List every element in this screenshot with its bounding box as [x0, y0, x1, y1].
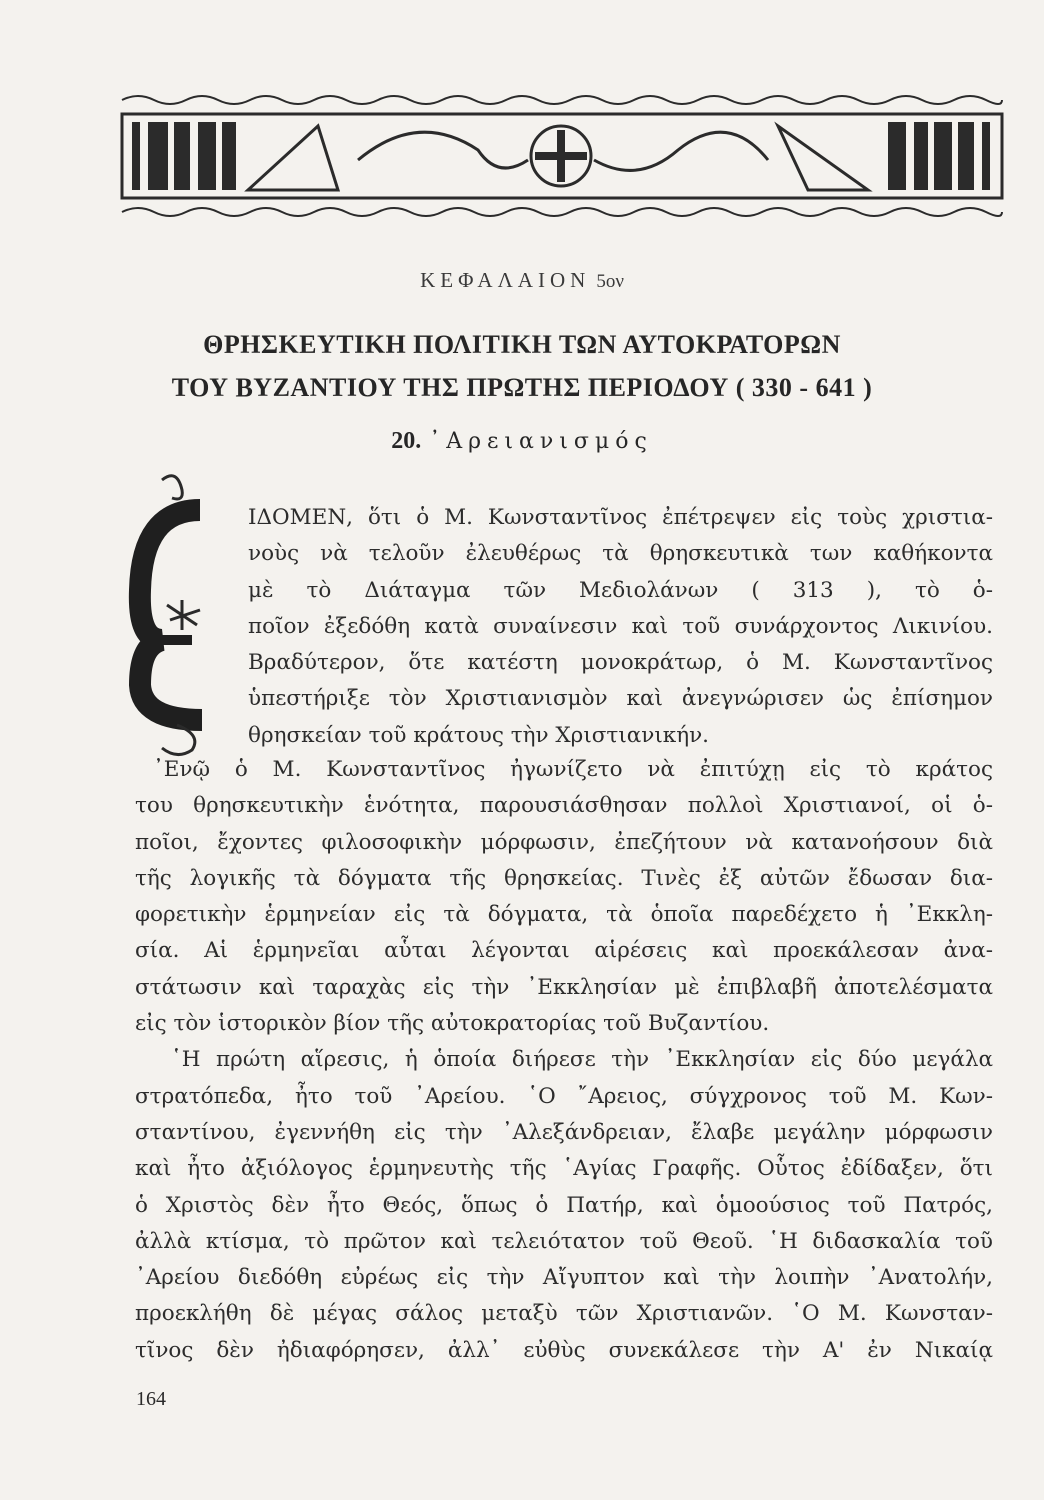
chapter-label	[0, 268, 1044, 293]
text-line: προεκλήθη δὲ μέγας σάλος μεταξὺ τῶν Χριστιανῶν. ῾Ο Μ. Κωνσταν-	[135, 1301, 993, 1327]
text-line: εἰς τὸν ἱστορικὸν βίον τῆς αὐτοκρατορίας τοῦ Βυζαντίου.	[135, 1011, 770, 1037]
text-line: στάτωσιν καὶ ταραχὰς εἰς τὴν ᾿Εκκλησίαν μὲ ἐπιβλαβῆ ἀποτελέσματα	[135, 974, 993, 1000]
section-title: ᾿Αρειανισμός	[429, 429, 653, 454]
section-number: 20.	[391, 428, 422, 454]
title-line-1: ΘΡΗΣΚΕΥΤΙΚΗ ΠΟΛΙΤΙΚΗ ΤΩΝ ΑΥΤΟΚΡΑΤΟΡΩΝ	[203, 330, 841, 359]
text-line: τῖνος δὲν ἠδιαφόρησεν, ἀλλ᾿ εὐθὺς συνεκάλεσε τὴν Α' ἐν Νικαίᾳ	[135, 1337, 993, 1363]
text-line: ποῖοι, ἔχοντες φιλοσοφικὴν μόρφωσιν, ἐπεζήτουν νὰ κατανοήσουν διὰ	[135, 829, 993, 855]
text-line: σία. Αἱ ἑρμηνεῖαι αὗται λέγονται αἱρέσεις καὶ προεκάλεσαν ἀνα-	[135, 938, 993, 964]
text-line: τῆς λογικῆς τὰ δόγματα τῆς θρησκείας. Τινὲς ἐξ αὐτῶν ἔδωσαν δια-	[135, 865, 993, 891]
section-heading	[0, 428, 1044, 455]
page-number: 164	[136, 1388, 166, 1410]
text-line: ὁ Χριστὸς δὲν ἦτο Θεός, ὅπως ὁ Πατήρ, καὶ ὁμοούσιος τοῦ Πατρός,	[135, 1192, 993, 1218]
text-line: ΙΔΟΜΕΝ, ὅτι ὁ Μ. Κωνσταντῖνος ἐπέτρεψεν εἰς τοὺς χριστια-	[248, 505, 993, 530]
text-line: ᾿Ενῷ ὁ Μ. Κωνσταντῖνος ἠγωνίζετο νὰ ἐπιτύχῃ εἰς τὸ κράτος	[153, 757, 993, 782]
text-line: ᾿Αρείου διεδόθη εὐρέως εἰς τὴν Αἴγυπτον καὶ τὴν λοιπὴν ᾿Ανατολήν,	[135, 1265, 993, 1291]
chapter-number: 5ον	[596, 271, 624, 292]
text-line: νοὺς νὰ τελοῦν ἐλευθέρως τὰ θρησκευτικὰ των καθήκοντα	[248, 541, 993, 567]
text-line: του θρησκευτικὴν ἑνότητα, παρουσιάσθησαν πολλοὶ Χριστιανοί, οἱ ὁ-	[135, 793, 993, 819]
text-line: καὶ ἦτο ἀξιόλογος ἑρμηνευτὴς τῆς ῾Αγίας Γραφῆς. Οὗτος ἐδίδαξεν, ὅτι	[135, 1156, 993, 1182]
chapter-word: ΚΕΦΑΛΑΙΟΝ	[420, 268, 591, 292]
text-line: Βραδύτερον, ὅτε κατέστη μονοκράτωρ, ὁ Μ. Κωνσταντῖνος	[248, 650, 993, 676]
text-line: ἀλλὰ κτίσμα, τὸ πρῶτον καὶ τελειότατον τοῦ Θεοῦ. ῾Η διδασκαλία τοῦ	[135, 1228, 993, 1254]
text-line: σταντίνου, ἐγεννήθη εἰς τὴν ᾿Αλεξάνδρειαν, ἔλαβε μεγάλην μόρφωσιν	[135, 1119, 993, 1145]
title-line-2: ΤΟΥ ΒΥΖΑΝΤΙΟΥ ΤΗΣ ΠΡΩΤΗΣ ΠΕΡΙΟΔΟΥ ( 330 - 641 )	[171, 373, 873, 402]
decorative-header-ornament	[118, 90, 1006, 222]
intro-paragraph	[248, 500, 993, 754]
text-line: μὲ τὸ Διάταγμα τῶν Μεδιολάνων ( 313 ), τὸ ὁ-	[248, 577, 993, 603]
body-text	[135, 752, 993, 1369]
text-line: φορετικὴν ἑρμηνείαν εἰς τὰ δόγματα, τὰ ὁποῖα παρεδέχετο ἡ ᾿Εκκλη-	[135, 902, 993, 928]
text-line: ῾Η πρώτη αἵρεσις, ἡ ὁποία διήρεσε τὴν ᾿Εκκλησίαν εἰς δύο μεγάλα	[171, 1047, 993, 1073]
text-line: στρατόπεδα, ἦτο τοῦ ᾿Αρείου. ῾Ο ῎Αρειος, σύγχρονος τοῦ Μ. Κων-	[135, 1083, 993, 1109]
drop-cap-epsilon-ornament	[122, 470, 217, 760]
text-line: ὑπεστήριξε τὸν Χριστιανισμὸν καὶ ἀνεγνώρισεν ὡς ἐπίσημον	[248, 686, 993, 712]
text-line: ποῖον ἐξεδόθη κατὰ συναίνεσιν καὶ τοῦ συνάρχοντος Λικινίου.	[248, 613, 993, 639]
text-line: θρησκείαν τοῦ κράτους τὴν Χριστιανικήν.	[248, 722, 709, 748]
